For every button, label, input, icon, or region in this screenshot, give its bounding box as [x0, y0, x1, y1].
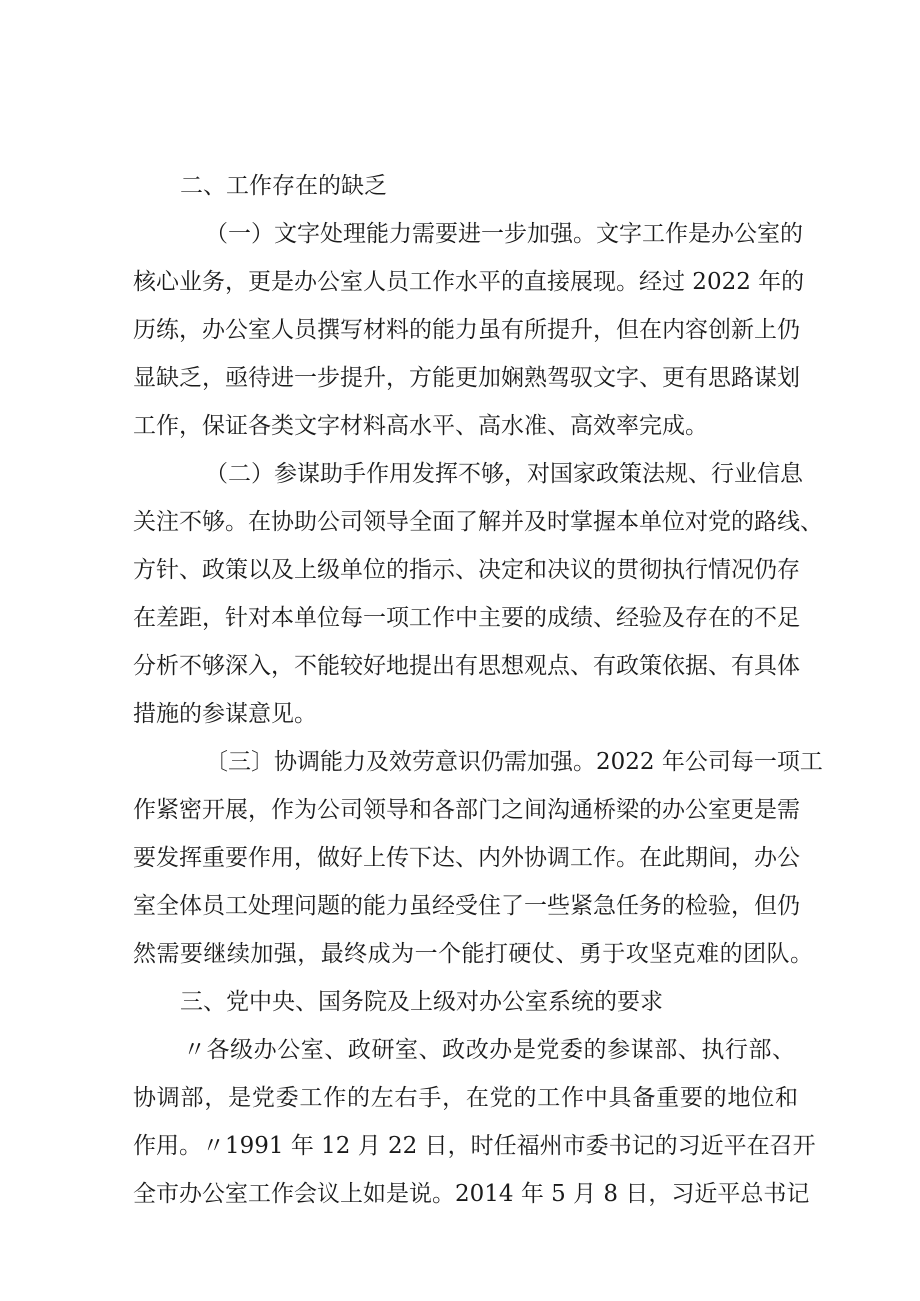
- paragraph-3-line-2: 作紧密开展，作为公司领导和各部门之间沟通桥梁的办公室更是需: [133, 797, 800, 823]
- paragraph-1-line-1: （一）文字处理能力需要进一步加强。文字工作是办公室的: [205, 221, 803, 247]
- paragraph-2-line-6: 措施的参谋意见。: [133, 701, 317, 727]
- paragraph-4-line-2: 协调部，是党委工作的左右手，在党的工作中具备重要的地位和: [133, 1085, 798, 1111]
- paragraph-4-line-4: 全市办公室工作会议上如是说。2014 年 5 月 8 日，习近平总书记: [133, 1181, 810, 1207]
- section-heading-2: 二、工作存在的缺乏: [180, 173, 387, 199]
- section-heading-3: 三、党中央、国务院及上级对办公室系统的要求: [180, 989, 663, 1015]
- paragraph-2-line-1: （二）参谋助手作用发挥不够，对国家政策法规、行业信息: [205, 461, 803, 487]
- paragraph-1-line-4: 显缺乏，亟待进一步提升，方能更加娴熟驾驭文字、更有思路谋划: [133, 365, 800, 391]
- paragraph-3-line-3: 要发挥重要作用，做好上传下达、内外协调工作。在此期间，办公: [133, 845, 800, 871]
- paragraph-2-line-5: 分析不够深入，不能较好地提出有思想观点、有政策依据、有具体: [133, 653, 800, 679]
- paragraph-3-line-1: 〔三〕协调能力及效劳意识仍需加强。2022 年公司每一项工: [205, 749, 823, 775]
- paragraph-2-line-4: 在差距，针对本单位每一项工作中主要的成绩、经验及存在的不足: [133, 605, 800, 631]
- paragraph-2-line-2: 关注不够。在协助公司领导全面了解并及时掌握本单位对党的路线、: [133, 509, 823, 535]
- paragraph-1-line-3: 历练，办公室人员撰写材料的能力虽有所提升，但在内容创新上仍: [133, 317, 800, 343]
- paragraph-3-line-5: 然需要继续加强，最终成为一个能打硬仗、勇于攻坚克难的团队。: [133, 941, 813, 967]
- paragraph-2-line-3: 方针、政策以及上级单位的指示、决定和决议的贯彻执行情况仍存: [133, 557, 800, 583]
- paragraph-4-line-3: 作用。〃1991 年 12 月 22 日，时任福州市委书记的习近平在召开: [133, 1133, 816, 1159]
- paragraph-3-line-4: 室全体员工处理问题的能力虽经受住了一些紧急任务的检验，但仍: [133, 893, 800, 919]
- paragraph-4-line-1: 〃各级办公室、政研室、政改办是党委的参谋部、执行部、: [183, 1037, 795, 1063]
- paragraph-1-line-2: 核心业务，更是办公室人员工作水平的直接展现。经过 2022 年的: [133, 269, 805, 295]
- paragraph-1-line-5: 工作，保证各类文字材料高水平、高水准、高效率完成。: [133, 413, 708, 439]
